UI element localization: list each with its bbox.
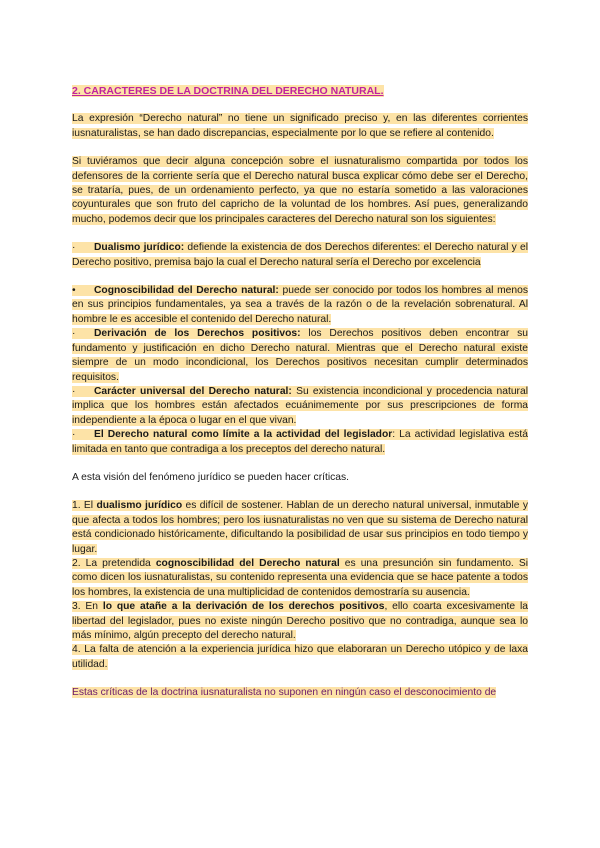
bullet-item: · Carácter universal del Derecho natural: Su existencia incondicional y procedencia natural implica que los hombres están afectados ecuánimemente por sus prescripciones de forma independiente a la época o lugar en el que vivan. (72, 385, 528, 426)
bullet-item: • Cognoscibilidad del Derecho natural: puede ser conocido por todos los hombres al menos en sus principios fundamentales, ya sea a través de la razón o de la revelación sobrenatural. Al hombre le es accesible el contenido del Derecho natural. (72, 285, 528, 325)
intro-paragraph: La expresión “Derecho natural” no tiene un significado preciso y, en las diferentes corrientes iusnaturalistas, se han dado discrepancias, especialmente por lo que se refiere al contenido. (72, 113, 528, 139)
bullet-item: · Dualismo jurídico: defiende la existencia de dos Derechos diferentes: el Derecho natural y el Derecho positivo, premisa bajo la cual el Derecho natural sería el Derecho por excelencia (72, 242, 528, 268)
document-body (72, 84, 528, 701)
bullet-item: · Derivación de los Derechos positivos: los Derechos positivos deben encontrar su fundamento y justificación en dicho Derecho natural. Mientras que el Derecho natural existe siempre de un modo incondicional, los Derechos positivos necesitan cumplir determinados requisitos. (72, 328, 529, 383)
concept-paragraph: Si tuviéramos que decir alguna concepción sobre el iusnaturalismo compartida por todos los defensores de la corriente sería que el Derecho natural busca explicar cómo debe ser el Derecho, se trataría, pues, de un ordenamiento perfecto, ya que no estaría sometido a las valoraciones coyunturales que son fruto del capricho de la voluntad de los hombres. Así pues, generalizando mucho, podemos decir que los principales caracteres del Derecho natural son los siguientes: (72, 156, 528, 225)
critique-item: 4. La falta de atención a la experiencia jurídica hizo que elaboraran un Derecho utópico y de laxa utilidad. (72, 644, 528, 670)
closing-paragraph: Estas críticas de la doctrina iusnaturalista no suponen en ningún caso el desconocimiento de (72, 687, 497, 699)
critique-item: 2. La pretendida cognoscibilidad del Derecho natural es una presunción sin fundamento. Si como dicen los iusnaturalistas, su contenido representa una evidencia que se hace patente a todos los hombres, la existencia de una multiplicidad de contenidos demostraría su ausencia. (72, 557, 528, 598)
bullet-item: · El Derecho natural como límite a la actividad del legislador: La actividad legislativa está limitada en tanto que contradiga a los preceptos del derecho natural. (72, 429, 528, 455)
critique-item: 1. El dualismo jurídico es difícil de sostener. Hablan de un derecho natural universal, inmutable y que afecta a todos los hombres; pero los iusnaturalistas no ven que su sistema de Derecho natural está condicionado históricamente, dificultando la posibilidad de usar sus principios en todo tiempo y lugar. (72, 500, 528, 555)
critics-intro: A esta visión del fenómeno jurídico se pueden hacer críticas. (72, 471, 350, 483)
section-title: 2. CARACTERES DE LA DOCTRINA DEL DERECHO NATURAL. (72, 85, 384, 97)
critique-item: 3. En lo que atañe a la derivación de los derechos positivos, ello coarta excesivamente la libertad del legislador, pues no existe ningún Derecho positivo que no contradiga, aunque sea lo más mínimo, algún precepto del derecho natural. (72, 601, 528, 641)
